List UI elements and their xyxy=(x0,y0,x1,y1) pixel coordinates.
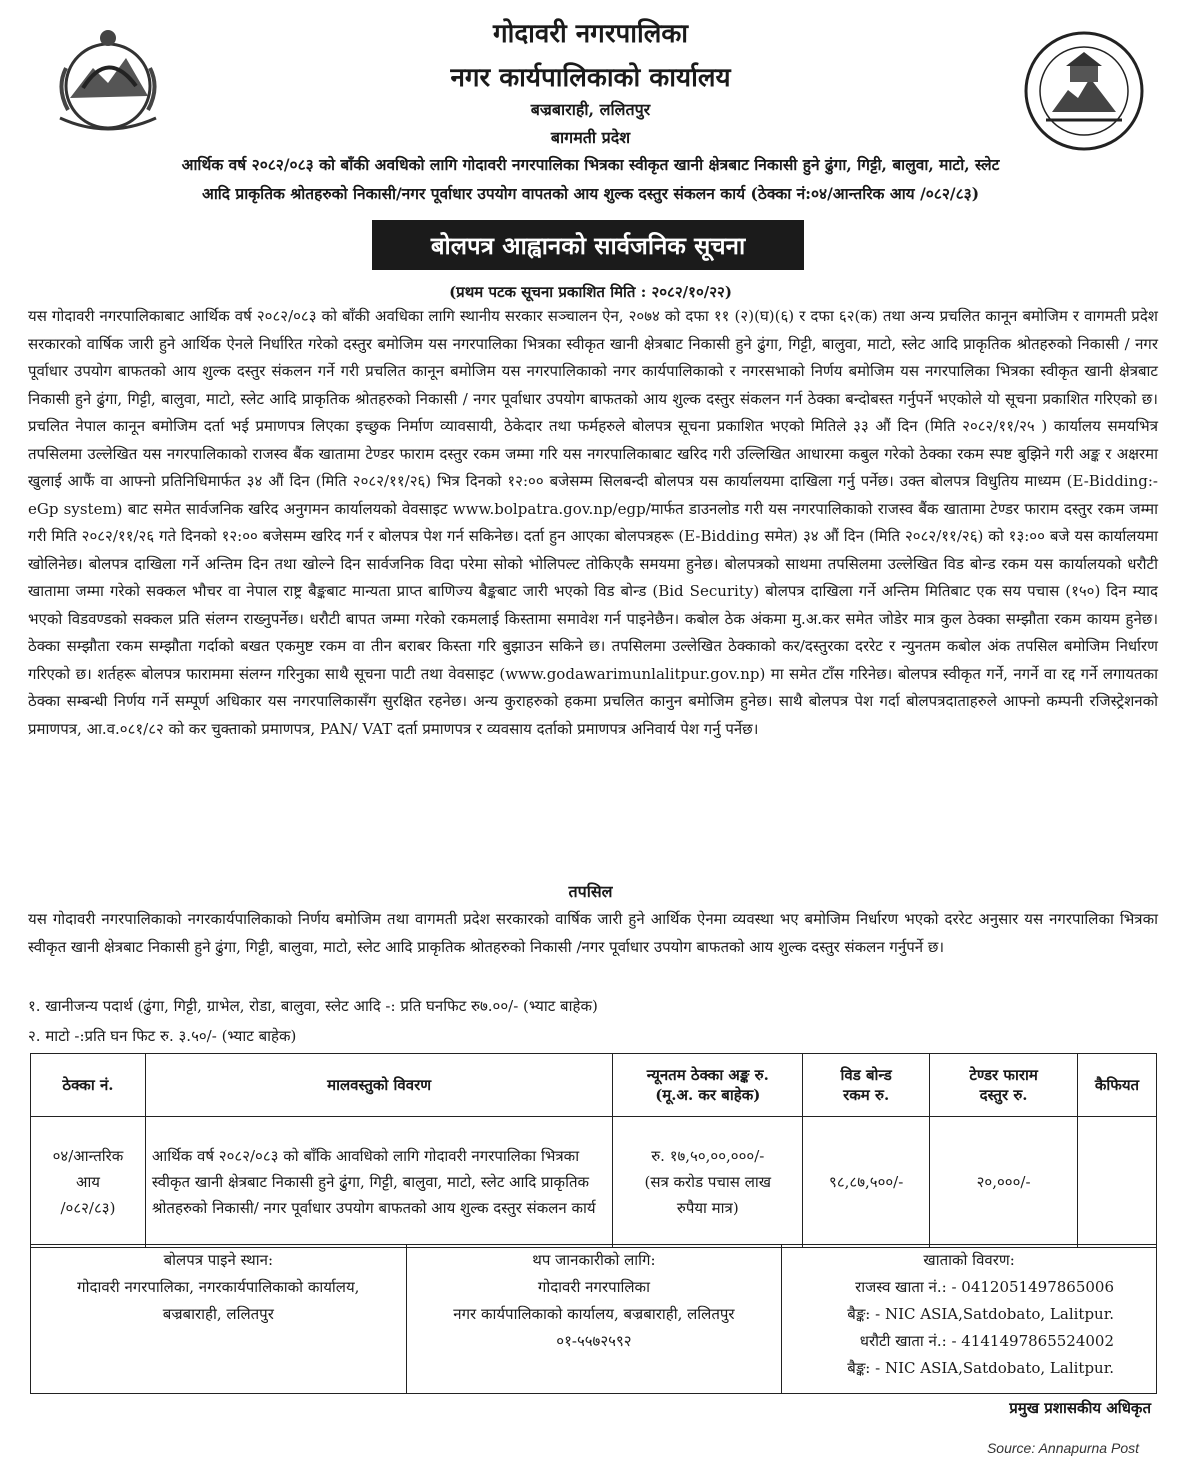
deposit-account: धरौटी खाता नं.: - 4141497865524002 xyxy=(859,1332,1114,1350)
notice-body: यस गोदावरी नगरपालिकाबाट आर्थिक वर्ष २०८२/०८३ को बाँकी अवधिका लागि स्थानीय सरकार सञ्चालन ऐन, २०७४ को दफा ११ (२)(घ)(६) र दफा ६२(क) तथा अन्य प्रचलित कानून बमोजिम र वागमती प्रदेश सरकारको वार्षिक जारी हुने आर्थिक ऐनले निर्धारित गरेको दस्तुर बमोजिम यस नगरपालिका भित्रका स्वीकृत खानी क्षेत्रबाट निकासी हुने ढुंगा, गिट्टी, बालुवा, माटो, स्लेट आदि प्राकृतिक श्रोतहरुको निकासी / नगर पूर्वाधार उपयोग बाफतको आय शुल्क दस्तुर संकलन गर्ने गरी प्रचलित कानून बमोजिम यस नगरपालिकाको नगर कार्यपालिकाको र नगरसभाको निर्णय बमोजिम यस नगरपालिका भित्रका स्वीकृत खानी क्षेत्रबाट निकासी हुने ढुंगा, गिट्टी, बालुवा, माटो, स्लेट आदि प्राकृतिक श्रोतहरुको निकासी / नगर पूर्वाधार उपयोग बाफतको आय शुल्क दस्तुर संकलन गर्न ठेक्का बन्दोबस्त गर्नुपर्ने भएकोले यो सूचना प्रकाशित गरिएको छ। प्रचलित नेपाल कानून बमोजिम दर्ता भई प्रमाणपत्र लिएका इच्छुक निर्माण व्यावसायी, ठेकेदार तथा फर्महरुले बोलपत्र सूचना प्रकाशित भएको मितिले ३३ औं दिन (मिति २०८२/११/२५ ) कार्यालय समयभित्र तपसिलमा उल्लेखित यस नगरपालिकाको राजस्व बैंक खातामा टेण्डर फाराम दस्तुर रकम जम्मा गरि यस नगरपालिकाबाट खरिद गरी उल्लिखित आधारमा कबुल गरेको ठेक्का रकम स्पष्ट बुझिने गरी अङ्क र अक्षरमा खुलाई आफैं वा आफ्नो प्रतिनिधिमार्फत ३४ औं दिन (मिति २०८२/११/२६) भित्र दिनको १२:०० बजेसम्म सिलबन्दी बोलपत्र यस कार्यालयमा दाखिला गर्नु पर्नेछ। उक्त बोलपत्र विधुतिय माध्यम (E-Bidding:-eGp system) बाट समेत सार्वजनिक खरिद अनुगमन कार्यालयको वेवसाइट www.bolpatra.gov.np/egp/मार्फत डाउनलोड गरी यस नगरपालिकाको राजस्व बैंक खातामा टेण्डर फाराम दस्तुर रकम जम्मा गरी मिति २०८२/११/२६ गते दिनको १२:०० बजेसम्म खरिद गर्न र बोलपत्र पेश गर्न सकिनेछ। दर्ता हुन आएका बोलपत्रहरू (E-Bidding समेत) ३४ औं दिन (मिति २०८२/११/२६) को १३:०० बजे यस कार्यालयमा खोलिनेछ। बोलपत्र दाखिला गर्ने अन्तिम दिन तथा खोल्ने दिन सार्वजनिक विदा परेमा सोको भोलिपल्ट तोकिएकै समयमा हुनेछ। बोलपत्रको साथमा तपसिलमा उल्लेखित विड बोन्ड रकम यस कार्यालयको धरौटी खातामा जम्मा गरेको सक्कल भौचर वा नेपाल राष्ट्र बैङ्कबाट मान्यता प्राप्त बाणिज्य बैङ्कबाट जारी भएको विड बोन्ड (Bid Security) बोलपत्र दाखिला गर्ने अन्तिम मितिबाट एक सय पचास (१५०) दिन म्याद भएको विडवण्डको सक्कल प्रति संलग्न राख्नुपर्नेछ। धरौटी बापत जम्मा गरेको रकमलाई किस्तामा समावेश गर्न पाइनेछैन। कबोल ठेक अंकमा मु.अ.कर समेत जोडेर मात्र कुल ठेक्का सम्झौता रकम कायम हुनेछ। ठेक्का सम्झौता रकम सम्झौता गर्दाको बखत एकमुष्ट रकम वा तीन बराबर किस्ता गरि बुझाउन सकिने छ। तपसिलमा उल्लेखित ठेक्काको कर/दस्तुरका दररेट र न्युनतम कबोल अंक तपसिल बमोजिम निर्धारण गरिएको छ। शर्तहरू बोलपत्र फाराममा संलग्न गरिनुका साथै सूचना पाटी तथा वेवसाइट (www.godawarimunlalitpur.gov.np) मा समेत टाँस गरिनेछ। बोलपत्र स्वीकृत गर्ने, नगर्ने वा रद्द गर्ने लगायतका ठेक्का सम्बन्धी निर्णय गर्ने सम्पूर्ण अधिकार यस नगरपालिकासँग सुरक्षित रहनेछ। अन्य कुराहरुको हकमा प्रचलित कानुन बमोजिम हुनेछ। साथै बोलपत्र पेश गर्दा बोलपत्रदाताहरुले आफ्नो कम्पनी रजिस्ट्रेशनको प्रमाणपत्र, आ.व.०८१/८२ को कर चुक्ताको प्रमाणपत्र, PAN/ VAT दर्ता प्रमाणपत्र र व्यवसाय दर्ताको प्रमाणपत्र अनिवार्य पेश गर्नु पर्नेछ। xyxy=(28,307,1158,738)
col-min-amount-line2: (मू.अ. कर बाहेक) xyxy=(655,1086,761,1104)
schedule-heading: तपसिल xyxy=(568,882,613,901)
more-info-label: थप जानकारीको लागि: xyxy=(532,1251,656,1269)
source-credit: Source: Annapurna Post xyxy=(986,1440,1139,1456)
cell-min-amount-words-line2: रुपैया मात्र) xyxy=(676,1199,739,1217)
cell-min-amount-figure: रु. १७,५०,००,०००/- xyxy=(651,1147,765,1165)
rate-soil: २. माटो -:प्रति घन फिट रु. ३.५०/- (भ्याट बाहेक) xyxy=(28,1027,297,1045)
cell-description: आर्थिक वर्ष २०८२/०८३ को बाँकि आवधिको लागि गोदावरी नगरपालिका भित्रका स्वीकृत खानी क्षेत्रबाट निकासी हुने ढुंगा, गिट्टी, बालुवा, माटो, स्लेट आदि प्राकृतिक श्रोतहरुको निकासी/ नगर पूर्वाधार उपयोग बाफतको आय शुल्क दस्तुर संकलन कार्य xyxy=(145,1117,612,1248)
more-info-phone: ०१-५५७२५९२ xyxy=(556,1332,632,1350)
col-bid-bond xyxy=(803,1054,930,1117)
col-remarks: कैफियत xyxy=(1078,1054,1157,1117)
col-min-amount-line1: न्यूनतम ठेक्का अङ्क रु. xyxy=(646,1066,769,1084)
cell-min-amount-words-line1: (सत्र करोड पचास लाख xyxy=(644,1173,772,1191)
collect-location-cell xyxy=(31,1245,407,1394)
collect-location-line2: बज्रबाराही, ललितपुर xyxy=(162,1305,274,1323)
cell-min-amount xyxy=(613,1117,803,1248)
contact-row xyxy=(31,1245,1157,1394)
province-name: बागमती प्रदेश xyxy=(550,128,631,147)
cell-bid-bond: ९८,८७,५००/- xyxy=(803,1117,930,1248)
contract-description-line1: आर्थिक वर्ष २०८२/०८३ को बाँकी अवधिको लागि गोदावरी नगरपालिका भित्रका स्वीकृत खानी क्षेत्रबाट निकासी हुने ढुंगा, गिट्टी, बालुवा, माटो, स्लेट xyxy=(181,155,1000,174)
col-tender-fee xyxy=(930,1054,1078,1117)
cell-contract-no-line3: /०८२/८३) xyxy=(60,1199,116,1217)
account-details-cell xyxy=(782,1245,1157,1394)
cell-contract-no-line2: आय xyxy=(75,1173,100,1191)
more-info-line1: गोदावरी नगरपालिका xyxy=(537,1278,650,1296)
contract-description-line2: आदि प्राकृतिक श्रोतहरुको निकासी/नगर पूर्वाधार उपयोग वापतको आय शुल्क दस्तुर संकलन कार्य (ठेक्का नं:०४/आन्तरिक आय /०८२/८३) xyxy=(201,184,980,203)
col-contract-no: ठेक्का नं. xyxy=(31,1054,146,1117)
cell-remarks xyxy=(1078,1117,1157,1248)
office-location: बज्रबाराही, ललितपुर xyxy=(530,100,651,119)
cell-contract-no-line1: ०४/आन्तरिक xyxy=(52,1147,124,1165)
cell-contract-no xyxy=(31,1117,146,1248)
contract-table xyxy=(30,1053,1157,1248)
collect-location-label: बोलपत्र पाइने स्थान: xyxy=(163,1251,274,1269)
contact-table xyxy=(30,1244,1157,1394)
col-tender-fee-line2: दस्तुर रु. xyxy=(979,1086,1028,1104)
publish-date: (प्रथम पटक सूचना प्रकाशित मिति : २०८२/१०/२२) xyxy=(449,283,732,301)
revenue-bank: बैङ्क: - NIC ASIA,Satdobato, Lalitpur. xyxy=(847,1305,1114,1323)
deposit-bank: बैङ्क: - NIC ASIA,Satdobato, Lalitpur. xyxy=(847,1359,1114,1377)
more-info-line2: नगर कार्यपालिकाको कार्यालय, बज्रबाराही, ललितपुर xyxy=(453,1305,735,1323)
office-name: नगर कार्यपालिकाको कार्यालय xyxy=(450,63,731,93)
more-info-cell xyxy=(406,1245,782,1394)
signatory-title: प्रमुख प्रशासकीय अधिकृत xyxy=(1009,1399,1151,1417)
cell-tender-fee: २०,०००/- xyxy=(930,1117,1078,1248)
account-details-label: खाताको विवरण: xyxy=(923,1251,1015,1269)
schedule-text: यस गोदावरी नगरपालिकाको नगरकार्यपालिकाको निर्णय बमोजिम तथा वागमती प्रदेश सरकारको वार्षिक जारी हुने आर्थिक ऐनमा व्यवस्था भए बमोजिम निर्धारण भएको दररेट अनुसार यस नगरपालिका भित्रका स्वीकृत खानी क्षेत्रबाट निकासी हुने ढुंगा, गिट्टी, बालुवा, माटो, स्लेट आदि प्राकृतिक श्रोतहरुको निकासी /नगर पूर्वाधार उपयोग बाफतको आय शुल्क दस्तुर संकलन गर्नुपर्ने छ। xyxy=(28,910,1158,956)
municipality-name: गोदावरी नगरपालिका xyxy=(492,19,689,49)
col-min-amount xyxy=(613,1054,803,1117)
col-bid-bond-line1: विड बोन्ड xyxy=(840,1066,892,1084)
table-row xyxy=(31,1117,1157,1248)
collect-location-line1: गोदावरी नगरपालिका, नगरकार्यपालिकाको कार्यालय, xyxy=(77,1278,360,1296)
table-header-row xyxy=(31,1054,1157,1117)
rate-minerals: १. खानीजन्य पदार्थ (ढुंगा, गिट्टी, ग्राभेल, रोडा, बालुवा, स्लेट आदि -: प्रति घनफिट रु७.००/- (भ्याट बाहेक) xyxy=(28,997,598,1015)
col-description: मालवस्तुको विवरण xyxy=(145,1054,612,1117)
revenue-account: राजस्व खाता नं.: - 0412051497865006 xyxy=(855,1278,1114,1296)
notice-title-banner: बोलपत्र आह्वानको सार्वजनिक सूचना xyxy=(372,220,804,270)
col-tender-fee-line1: टेण्डर फाराम xyxy=(969,1066,1038,1084)
col-bid-bond-line2: रकम रु. xyxy=(843,1086,890,1104)
